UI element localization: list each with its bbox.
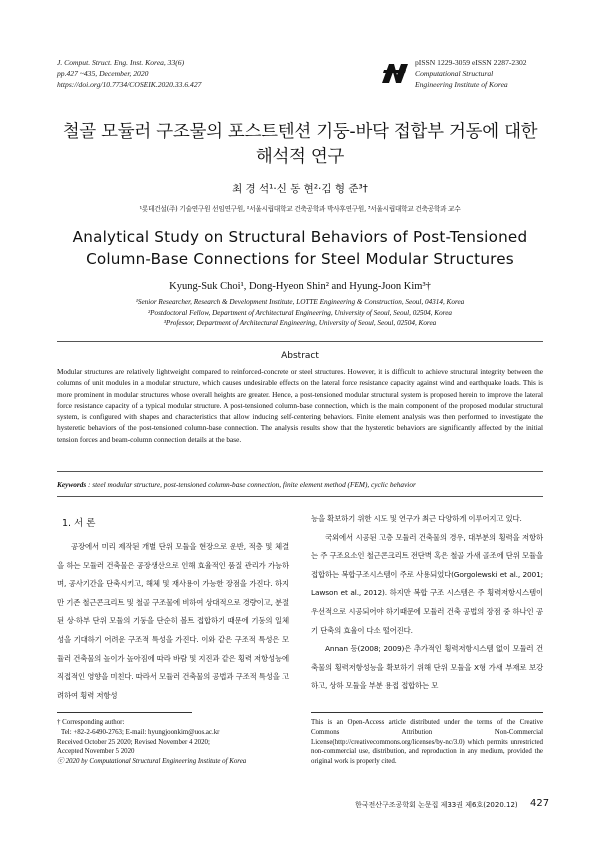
publisher-line: Engineering Institute of Korea [415, 80, 508, 89]
copyright-line: ⓒ 2020 by Computational Structural Engineering Institute of Korea [57, 758, 247, 766]
abstract-text: Modular structures are relatively lightweight compared to reinforced-concrete or steel structures. However, it is difficult to achieve structural integrity between the columns of unit modules in a modular structure, which causes undesirable effects on the lateral force resistance capacity against wind and earthquake loads. This is more prominent in modular structures whose overall heights are greater. Hence, a post-tensioned modular structural system is proposed herein to improve the lateral force resistance capacity of a typical modular structure. A post-tensioned column-base connection, which is the main component of the proposed modular structural system, is configured with shapes and characteristics that allow inducing self-centering behaviors. Finite element analysis was then performed to investigate the hysteretic behaviors of the post-tensioned column-base connection. The analysis results show that the hysteretic behaviors are significantly affected by the initial tension forces and beam-column connection details at the base. [57, 367, 543, 444]
footer-journal: 한국전산구조공학회 논문집 제33권 제6호(2020.12) [355, 801, 518, 809]
right-column [311, 510, 543, 696]
footnote-rule [311, 712, 543, 713]
authors-english: Kyung-Suk Choi¹, Dong-Hyeon Shin² and Hyung-Joon Kim³† [169, 281, 431, 292]
left-column [57, 538, 289, 705]
publisher-line: Computational Structural [415, 69, 494, 78]
journal-citation [57, 57, 201, 90]
keywords-list: : steel modular structure, post-tensioned column-base connection, finite element method (FEM), cyclic behavior [86, 480, 416, 489]
open-access-notice: This is an Open-Access article distributed under the terms of the Creative Commons Attribution Non-Commercial License(http://creativecommons.org/licenses/by-nc/3.0) which permits unrestricted non-commercial use, distribution, and reproduction in any medium, provided the original work is properly cited. [311, 719, 543, 766]
title-line: 철골 모듈러 구조물의 포스트텐션 기둥-바닥 접합부 거동에 대한 [62, 122, 538, 142]
issn-block [415, 57, 527, 90]
doi-link[interactable]: https://doi.org/10.7734/COSEIK.2020.33.6.427 [57, 80, 202, 89]
title-line: Analytical Study on Structural Behaviors of Post-Tensioned [72, 228, 528, 246]
footnote-rule [57, 712, 192, 713]
paragraph: 능을 확보하기 위한 시도 및 연구가 최근 다양하게 이루어지고 있다. [311, 514, 522, 523]
paragraph: Annan 등(2008; 2009)은 추가적인 횡력저항시스템 없이 모듈러 건축물의 횡력저항성능을 확보하기 위해 단위 모듈을 X형 가새 부재로 보강하고, 상하 모듈을 부분 용접 접합하는 모 [311, 644, 543, 691]
divider [57, 341, 543, 342]
abstract-heading: Abstract [281, 351, 319, 361]
affiliations-english [40, 297, 560, 329]
affiliation-line: ³Professor, Department of Architectural Engineering, University of Seoul, Seoul, 02504, Korea [163, 319, 437, 327]
keywords-label: Keywords [57, 480, 87, 489]
issn: pISSN 1229-3059 eISSN 2287-2302 [415, 58, 527, 67]
paragraph: 국외에서 시공된 고층 모듈러 건축물의 경우, 대부분의 횡력을 저항하는 주 구조요소인 철근콘크리트 전단벽 혹은 철골 가새 골조에 단위 모듈을 접합하는 복합구조시스템이 주로 사용되었다(Gorgolewski et al., 2001; Lawson et al., 2012). 하지만 복합 구조 시스템은 주 횡력저항시스템이 우선적으로 시공되어야 하기때문에 모듈러 건축 공법의 장점 중 하나인 공기 단축의 효율이 다소 떨어진다. [311, 532, 543, 635]
citation-line: J. Comput. Struct. Eng. Inst. Korea, 33(6) [57, 58, 185, 67]
section-title: 1. 서 론 [62, 518, 96, 529]
citation-line: pp.427 ~435, December, 2020 [57, 69, 149, 78]
title-line: 해석적 연구 [255, 147, 345, 167]
footnote-line: Accepted November 5 2020 [57, 748, 135, 756]
authors-korean: 최 경 석¹·신 동 현²·김 형 준³† [232, 183, 368, 195]
footnote-line: Tel: +82-2-6490-2763; E-mail: hyungjoonkim@uos.ac.kr [61, 728, 220, 736]
journal-logo-icon [380, 62, 410, 84]
affiliation-line: ¹Senior Researcher, Research & Development Institute, LOTTE Engineering & Construction, Seoul, 04314, Korea [135, 298, 465, 306]
keywords [57, 480, 543, 489]
affiliation-line: ²Postdoctoral Fellow, Department of Architectural Engineering, University of Seoul, Seoul, 02504, Korea [148, 308, 452, 317]
title-line: Column-Base Connections for Steel Modular Structures [86, 250, 514, 268]
footnote-line: † Corresponding author: [57, 719, 125, 726]
paragraph: 공장에서 미리 제작된 개별 단위 모듈을 현장으로 운반, 적층 및 체결을 하는 모듈러 건축물은 공장생산으로 인해 효율적인 품질 관리가 가능하며, 공사기간을 단축시키고, 해체 및 재사용이 가능한 장점을 가진다. 하지만 기존 철근콘크리트 및 철골 구조물에 비하여 상대적으로 경량이고, 분절된 상·하부 단위 모듈의 기둥을 단순히 볼트 접합하기 때문에 기둥의 일체성을 기대하기 어려운 구조적 특성을 가진다. 이와 같은 구조적 특성은 모듈러 건축물의 높이가 높아짐에 따라 바람 및 지진과 같은 횡력 저항성능에 직접적인 영향을 미친다. 따라서 모듈러 건축물의 공법과 구조적 특성을 고려하여 횡력 저항성 [57, 542, 289, 700]
title-korean [40, 120, 560, 170]
page-number: 427 [530, 798, 550, 809]
title-english [40, 226, 560, 270]
divider [57, 471, 543, 472]
corresponding-footnote [57, 718, 246, 767]
divider [57, 496, 543, 497]
affiliations-korean: ¹롯데건설(주) 기술연구원 선임연구원, ²서울시립대학교 건축공학과 박사후연구원, ³서울시립대학교 건축공학과 교수 [139, 205, 461, 213]
footnote-line: Received October 25 2020; Revised November 4 2020; [57, 738, 210, 746]
